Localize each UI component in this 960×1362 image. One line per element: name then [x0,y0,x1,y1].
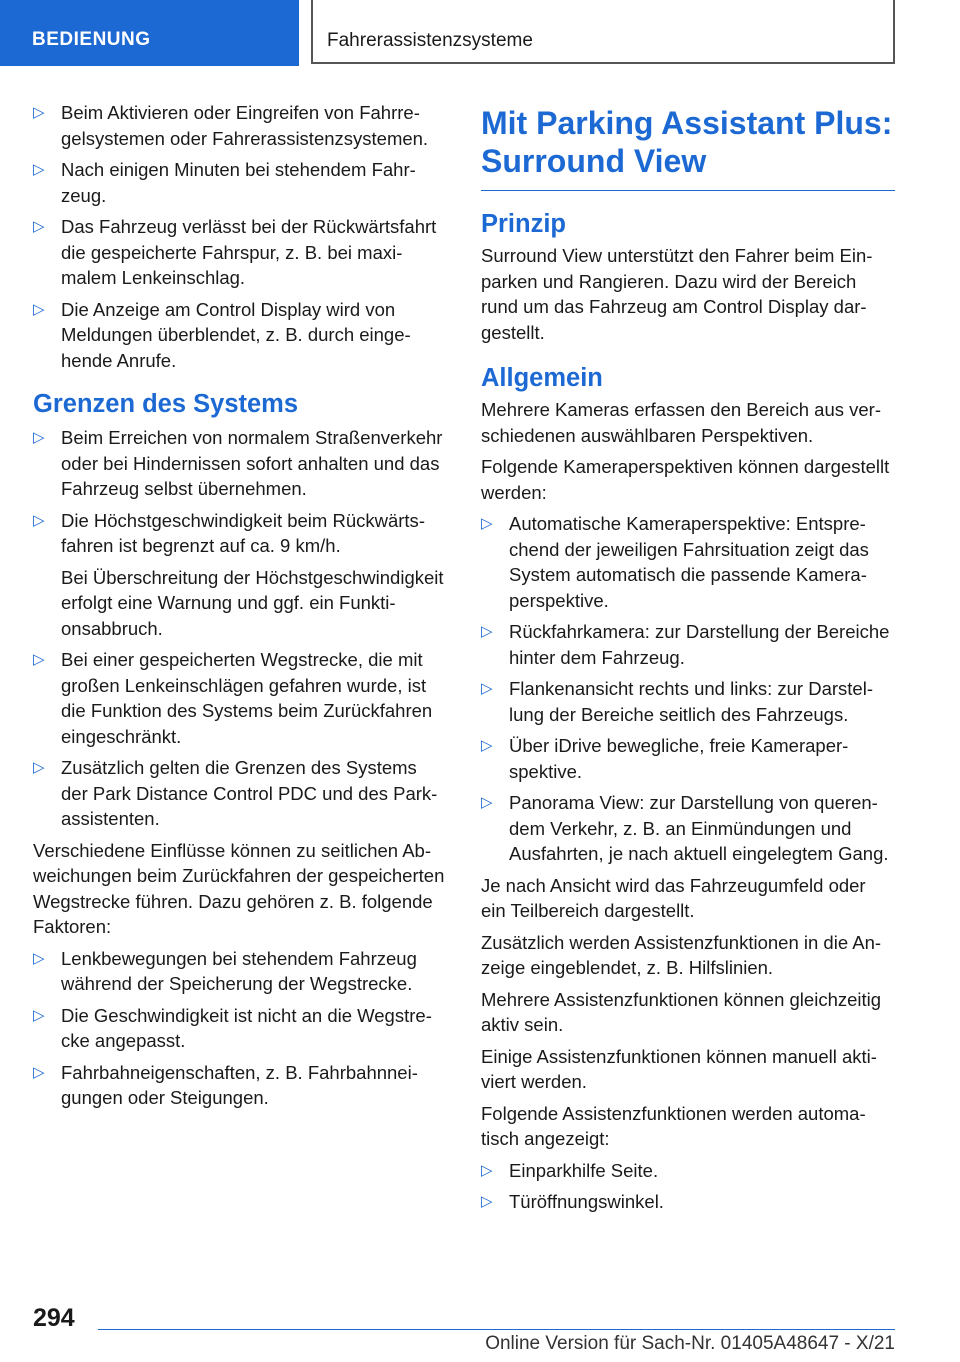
list-item-text: Automatische Kameraperspektive: Entsprechend der jeweiligen Fahrsituation zeigt das System automatisch die passende Kameraperspektive. [509,513,869,611]
list-item [481,619,895,670]
list-item [33,1003,448,1054]
assist-paragraph: Mehrere Assistenzfunktionen können gleichzeitig aktiv sein. [481,988,882,1035]
list-item [33,508,448,559]
list-item-continuation: Bei Überschreitung der Höchstgeschwindigkeit erfolgt eine Warnung und ggf. ein Funktionsabbruch. [61,566,444,639]
page-number: 294 [33,1304,75,1332]
triangle-bullet-icon: ▷ [33,1006,45,1024]
triangle-bullet-icon: ▷ [33,949,45,967]
list-item-text: Nach einigen Minuten bei stehendem Fahrzeug. [61,159,416,206]
list-item [33,214,448,291]
list-item [33,100,448,151]
list-item [481,676,895,727]
triangle-bullet-icon: ▷ [33,104,45,121]
triangle-bullet-icon: ▷ [481,515,493,532]
list-item-text: Zusätzlich gelten die Grenzen des Systems der Park Distance Control PDC und des Parkassistenten. [61,757,438,829]
triangle-bullet-icon: ▷ [481,623,493,640]
list-item-text: Die Höchstgeschwindigkeit beim Rückwärtsfahren ist begrenzt auf ca. 9 km/h. [61,509,425,556]
limits-heading: Grenzen des Systems [33,390,299,418]
online-version-link[interactable]: Online Version für Sach-Nr. 01405A48647 - X/21 [485,1333,895,1354]
right-column [481,100,895,1221]
list-item-text: Die Anzeige am Control Display wird von Meldungen überblendet, z. B. durch eingehende Anrufe. [61,298,411,371]
list-item [481,790,895,867]
assist-paragraph: Zusätzlich werden Assistenzfunktionen in die Anzeige eingeblendet, z. B. Hilfslinien. [481,931,882,978]
assist-paragraph: Einige Assistenzfunktionen können manuell aktiviert werden. [481,1045,877,1092]
list-item-text: Beim Aktivieren oder Eingreifen von Fahrregelsystemen oder Fahrerassistenzsystemen. [61,102,429,149]
list-item [33,1060,448,1111]
list-item-text: Das Fahrzeug verlässt bei der Rückwärtsfahrt die gespeicherte Fahrspur, z. B. bei maximalem Lenkeinschlag. [61,216,437,288]
list-item-text: Türöffnungswinkel. [509,1191,664,1212]
triangle-bullet-icon: ▷ [481,737,493,754]
list-item [33,425,448,502]
assist-paragraph: Folgende Assistenzfunktionen werden automatisch angezeigt: [481,1102,866,1149]
triangle-bullet-icon: ▷ [33,651,45,668]
triangle-bullet-icon: ▷ [481,1193,493,1210]
triangle-bullet-icon: ▷ [481,1161,493,1179]
list-item-text: Über iDrive bewegliche, freie Kameraperspektive. [509,735,849,782]
principle-heading: Prinzip [481,210,567,238]
list-item-text: Flankenansicht rechts und links: zur Darstellung der Bereiche seitlich des Fahrzeugs. [509,678,873,725]
section-tab: BEDIENUNG [0,0,299,66]
footer-divider [98,1329,895,1330]
list-item-text: Beim Erreichen von normalem Straßenverkehr oder bei Hindernissen sofort anhalten und das Fahrzeug selbst übernehmen. [61,427,443,499]
triangle-bullet-icon: ▷ [33,759,45,776]
list-item-text: Rückfahrkamera: zur Darstellung der Bereiche hinter dem Fahrzeug. [509,621,890,668]
triangle-bullet-icon: ▷ [481,680,493,697]
list-item-text: Die Geschwindigkeit ist nicht an die Wegstrecke angepasst. [61,1004,432,1051]
list-item [481,1158,895,1184]
list-item-text: Bei einer gespeicherten Wegstrecke, die mit großen Lenkeinschlägen gefahren wurde, ist die Funktion des Systems beim Zurückfahren eingeschränkt. [61,649,433,747]
list-item-text: Fahrbahneigenschaften, z. B. Fahrbahnneigungen oder Steigungen. [61,1061,418,1108]
list-item [481,733,895,784]
triangle-bullet-icon: ▷ [33,300,45,318]
list-item [33,297,448,374]
list-item [33,647,448,749]
section-title: Mit Parking Assistant Plus: Surround View [481,105,893,179]
triangle-bullet-icon: ▷ [33,1063,45,1081]
general-paragraph: Folgende Kameraperspektiven können dargestellt werden: [481,456,890,503]
triangle-bullet-icon: ▷ [481,794,493,811]
general-heading: Allgemein [481,364,603,392]
list-item [33,946,448,997]
triangle-bullet-icon: ▷ [33,161,45,178]
list-item [33,755,448,832]
list-item [481,511,895,613]
list-item-text: Panorama View: zur Darstellung von querendem Verkehr, z. B. an Einmündungen und Ausfahrten, je nach aktuell eingelegtem Gang. [509,792,889,864]
title-divider [481,190,895,191]
list-item-text: Einparkhilfe Seite. [509,1159,659,1181]
chapter-title: Fahrerassistenzsysteme [311,0,895,64]
factors-intro: Verschiedene Einflüsse können zu seitlichen Abweichungen beim Zurückfahren der gespeicherten Wegstrecke führen. Dazu gehören z. B. folgende Faktoren: [33,839,445,937]
triangle-bullet-icon: ▷ [33,511,45,529]
list-item-text: Lenkbewegungen bei stehendem Fahrzeug während der Speicherung der Wegstrecke. [61,947,417,994]
list-item [481,1189,895,1215]
principle-text: Surround View unterstützt den Fahrer beim Einparken und Rangieren. Dazu wird der Bereich rund um das Fahrzeug am Control Display dargestellt. [481,245,873,343]
left-column [33,100,448,1117]
list-item [33,157,448,208]
general-paragraph: Mehrere Kameras erfassen den Bereich aus verschiedenen auswählbaren Perspektiven. [481,399,882,446]
triangle-bullet-icon: ▷ [33,218,45,235]
triangle-bullet-icon: ▷ [33,429,45,446]
view-paragraph: Je nach Ansicht wird das Fahrzeugumfeld oder ein Teilbereich dargestellt. [481,874,866,921]
